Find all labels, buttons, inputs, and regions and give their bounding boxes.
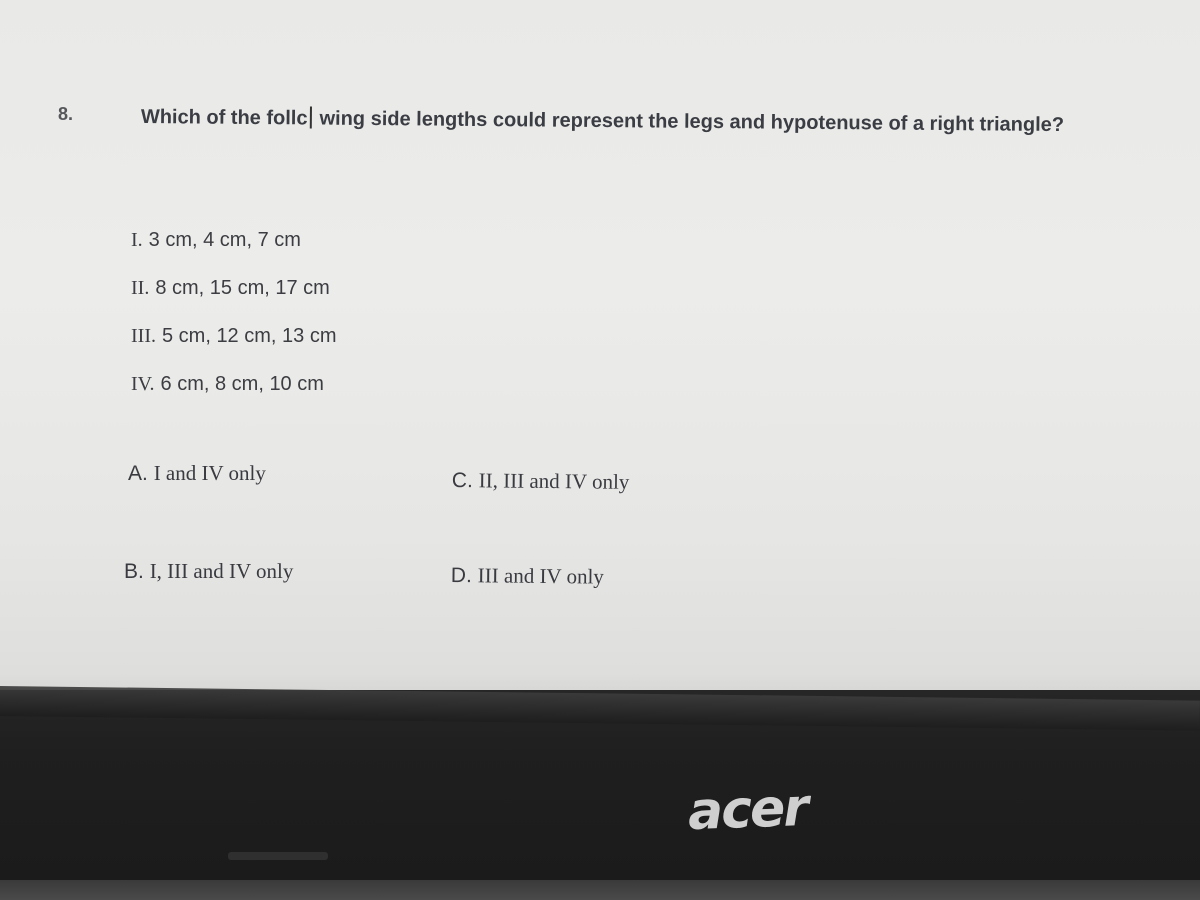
question-text-part-1: Which of the follc (140, 105, 308, 130)
statement-numeral: I. (131, 229, 143, 251)
bezel-hinge (228, 852, 328, 860)
statement-text: 5 cm, 12 cm, 13 cm (161, 325, 337, 347)
choice-letter: B. (124, 560, 144, 583)
question-text-part-2: wing side lengths could represent the legs and hypotenuse of a right triangle? (319, 107, 1065, 137)
choice-text: II, III and IV only (478, 468, 630, 494)
statement-numeral: II. (131, 277, 150, 299)
statement-item (131, 274, 336, 322)
statement-list (131, 226, 336, 418)
statement-numeral: III. (131, 325, 156, 347)
answer-choice-a[interactable] (128, 461, 266, 486)
statement-item (131, 370, 336, 418)
statement-item (131, 322, 336, 370)
choice-text: III and IV only (477, 563, 605, 589)
choice-letter: C. (451, 468, 473, 493)
question-text (141, 103, 1141, 140)
statement-numeral: IV. (131, 373, 155, 395)
choice-letter: D. (450, 563, 472, 588)
text-cursor-icon (309, 106, 321, 128)
answer-choice-d[interactable] (451, 563, 604, 590)
statement-text: 3 cm, 4 cm, 7 cm (148, 229, 301, 251)
statement-item (131, 226, 336, 274)
statement-text: 6 cm, 8 cm, 10 cm (160, 373, 324, 395)
choice-letter: A. (128, 462, 148, 485)
choice-text: I, III and IV only (149, 559, 294, 583)
choice-text: I and IV only (153, 461, 266, 485)
answer-choice-c[interactable] (452, 468, 630, 495)
answer-choice-b[interactable] (124, 559, 293, 584)
laptop-base-edge (0, 880, 1200, 900)
brand-logo: acer (686, 777, 808, 843)
question-number: 8. (58, 104, 74, 124)
statement-text: 8 cm, 15 cm, 17 cm (155, 277, 330, 299)
